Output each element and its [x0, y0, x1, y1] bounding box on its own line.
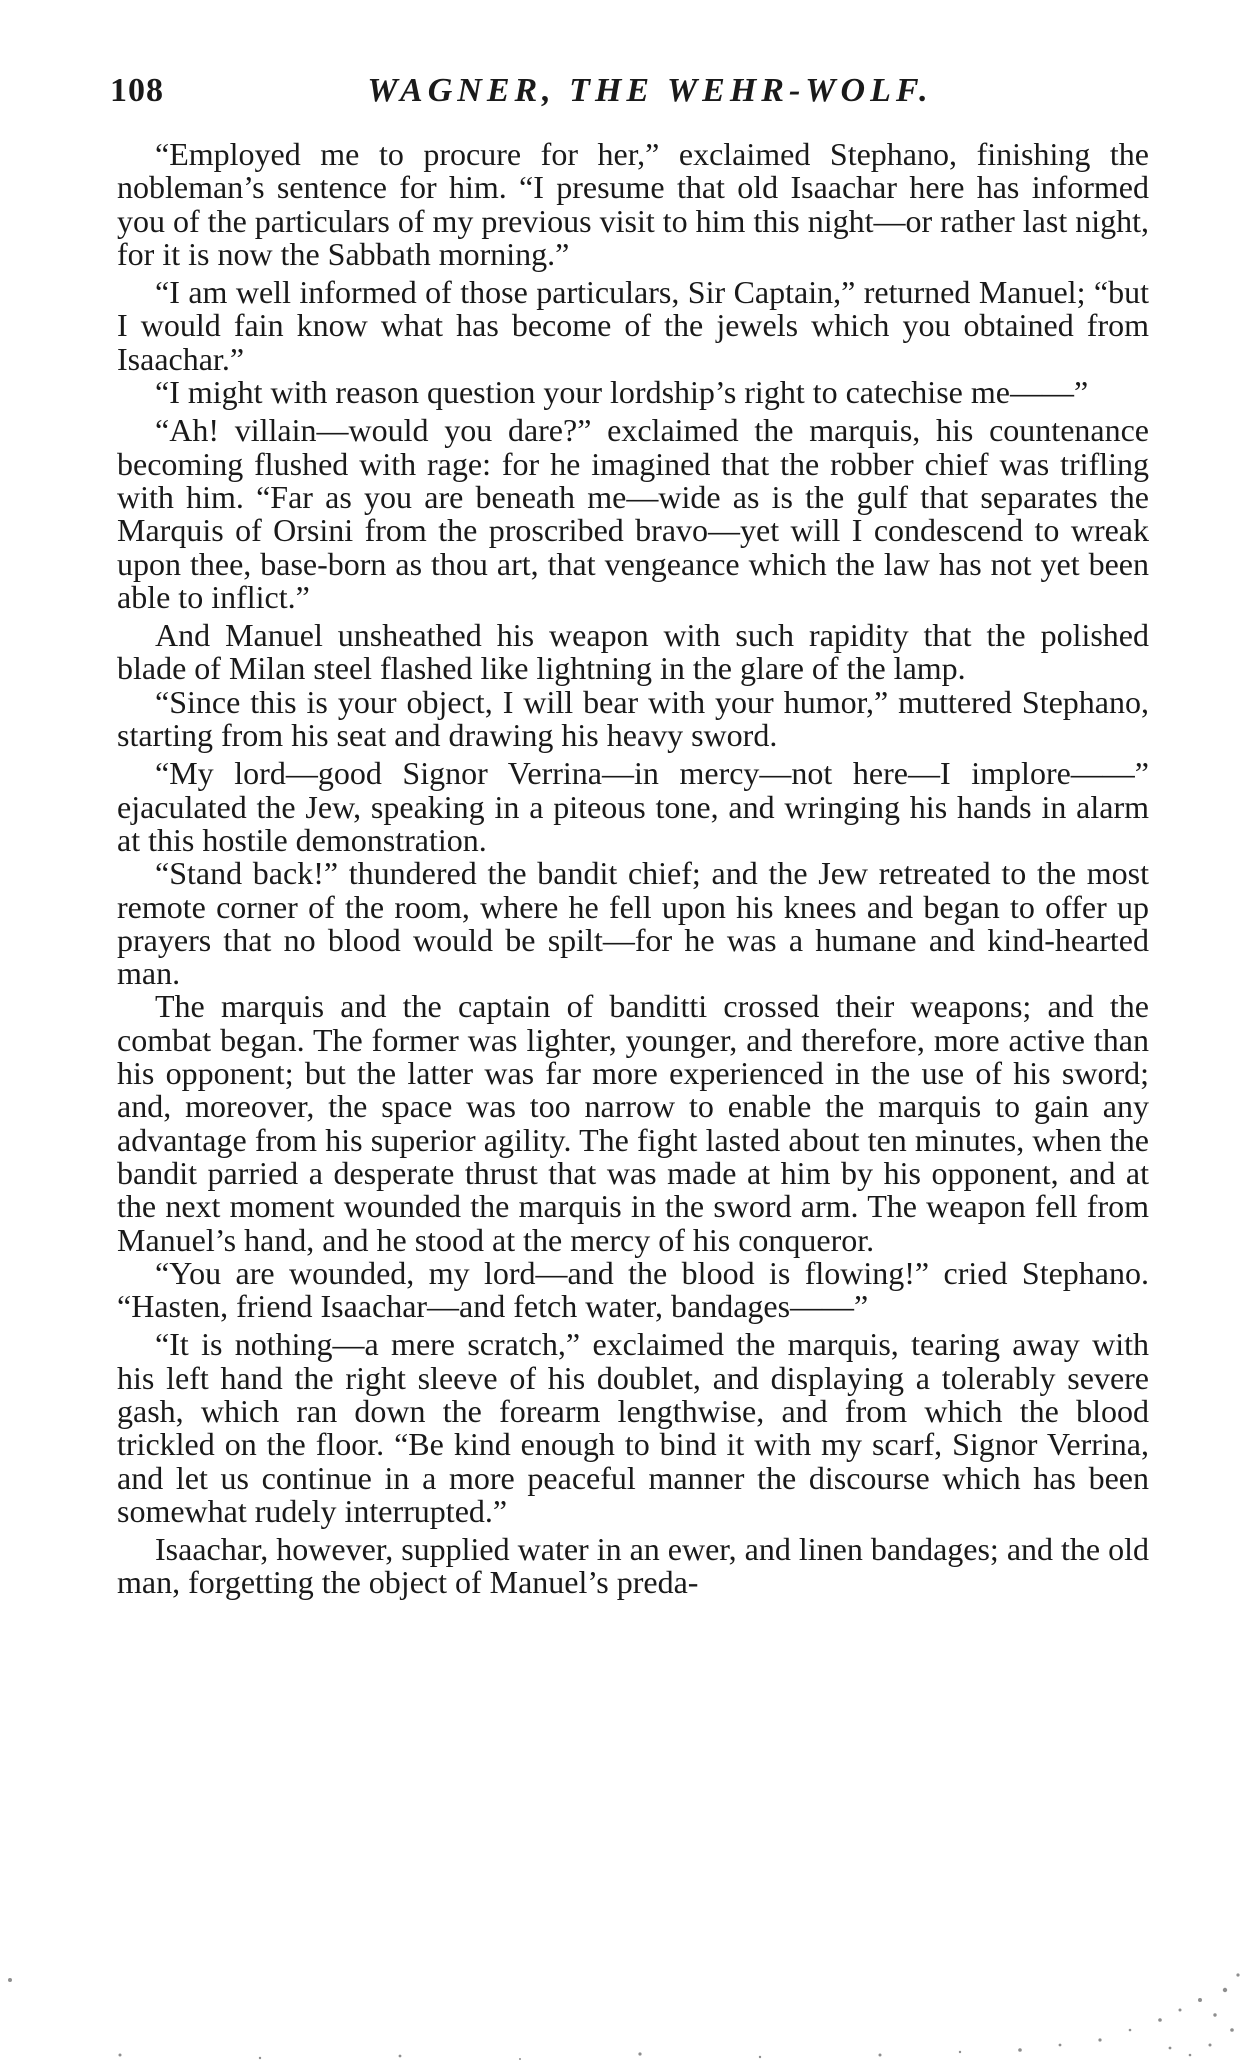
paragraph: “Since this is your object, I will bear with your humor,” muttered Stephano, starting from his seat and drawing his heavy sword. — [117, 683, 1149, 754]
page-header — [110, 72, 1150, 122]
paragraph: And Manuel unsheathed his weapon with such rapidity that the polished blade of Milan steel flashed like lightning in the glare of the lamp. — [117, 617, 1149, 687]
paragraph: “I am well informed of those particulars, Sir Captain,” returned Manuel; “but I would fain know what has become of the jewels which you obtained from Isaachar.” — [117, 274, 1149, 377]
paragraph: “You are wounded, my lord—and the blood is flowing!” cried Stephano. “Hasten, friend Isaachar—and fetch water, bandages——” — [117, 1254, 1149, 1325]
body-text — [117, 138, 1149, 1600]
paragraph: Isaachar, however, supplied water in an ewer, and linen bandages; and the old man, forgetting the object of Manuel’s preda- — [117, 1531, 1149, 1601]
paragraph: “My lord—good Signor Verrina—in mercy—not here—I implore——” ejaculated the Jew, speaking in a piteous tone, and wringing his hands in alarm at this hostile demonstration. — [117, 755, 1149, 858]
print-speckle-decoration — [0, 1960, 1243, 2066]
paragraph: “Employed me to procure for her,” exclaimed Stephano, finishing the nobleman’s sentence for him. “I presume that old Isaachar here has informed you of the particulars of my previous visit to him this night—or rather last night, for it is now the Sabbath morning.” — [117, 136, 1149, 272]
paragraph: “It is nothing—a mere scratch,” exclaimed the marquis, tearing away with his left hand the right sleeve of his doublet, and displaying a tolerably severe gash, which ran down the forearm lengthwise, and from which the blood trickled on the floor. “Be kind enough to bind it with my scarf, Signor Verrina, and let us continue in a more peaceful manner the discourse which has been somewhat rudely interrupted.” — [117, 1326, 1149, 1529]
paragraph: “Stand back!” thundered the bandit chief; and the Jew retreated to the most remote corner of the room, where he fell upon his knees and began to offer up prayers that no blood would be spilt—for he was a humane and kind-hearted man. — [117, 855, 1149, 992]
paragraph: “I might with reason question your lordship’s right to catechise me——” — [155, 374, 1089, 411]
paragraph: “Ah! villain—would you dare?” exclaimed the marquis, his countenance becoming flushed with rage: for he imagined that the robber chief was trifling with him. “Far as you are beneath me—wide as is the gulf that separates the Marquis of Orsini from the proscribed bravo—yet will I condescend to wreak upon thee, base-born as thou art, that vengeance which the law has not yet been able to inflict.” — [117, 412, 1149, 615]
page-number: 108 — [110, 72, 164, 109]
paragraph: The marquis and the captain of banditti crossed their weapons; and the combat began. The former was lighter, younger, and therefore, more active than his opponent; but the latter was far more experienced in the use of his sword; and, moreover, the space was too narrow to enable the marquis to gain any advantage from his superior agility. The fight lasted about ten minutes, when the bandit parried a desperate thrust that was made at him by his opponent, and at the next moment wounded the marquis in the sword arm. The weapon fell from Manuel’s hand, and he stood at the mercy of his conqueror. — [117, 988, 1149, 1258]
running-title: WAGNER, THE WEHR-WOLF. — [367, 72, 933, 109]
